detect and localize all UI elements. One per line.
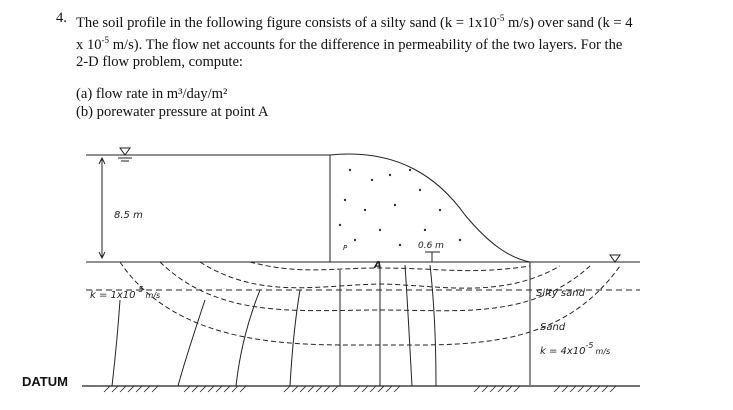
part-a: (a) flow rate in m³/day/m² bbox=[76, 86, 228, 102]
k-sand-label: $k = 4x10^{-5}_{m/s}$ bbox=[540, 341, 611, 357]
datum-label: DATUM bbox=[22, 374, 68, 389]
dam-texture bbox=[339, 169, 461, 246]
equipotential-lines bbox=[112, 265, 436, 386]
problem-line-1: The soil profile in the following figure consists of a silty sand ($k = 1x10^{-5}$ m/s) over sand (k = 4 bbox=[76, 13, 633, 31]
flow-net-figure bbox=[0, 138, 733, 410]
point-a-label: A bbox=[374, 260, 382, 271]
problem-line-3: 2-D flow problem, compute: bbox=[76, 53, 243, 70]
problem-parts bbox=[76, 85, 269, 121]
upstream-water-marker bbox=[120, 148, 130, 155]
sand-label: Sand bbox=[540, 322, 566, 333]
problem-text bbox=[56, 10, 696, 71]
silty-sand-label: Silty sand bbox=[536, 288, 585, 299]
head-label: 8.5 m bbox=[114, 210, 143, 221]
problem-line-2: x $10^{-5}$ m/s). The flow net accounts for the difference in permeability of the two layers. For the bbox=[76, 34, 623, 53]
thickness-label: 0.6 m bbox=[418, 241, 444, 251]
point-p-label: P bbox=[343, 244, 348, 252]
part-b: (b) porewater pressure at point A bbox=[76, 104, 269, 120]
problem-number: 4. bbox=[56, 10, 67, 26]
k-silty-label: $k = 1x10^{-5}_{m/s}$ bbox=[90, 285, 161, 301]
downstream-water-marker bbox=[610, 255, 620, 262]
